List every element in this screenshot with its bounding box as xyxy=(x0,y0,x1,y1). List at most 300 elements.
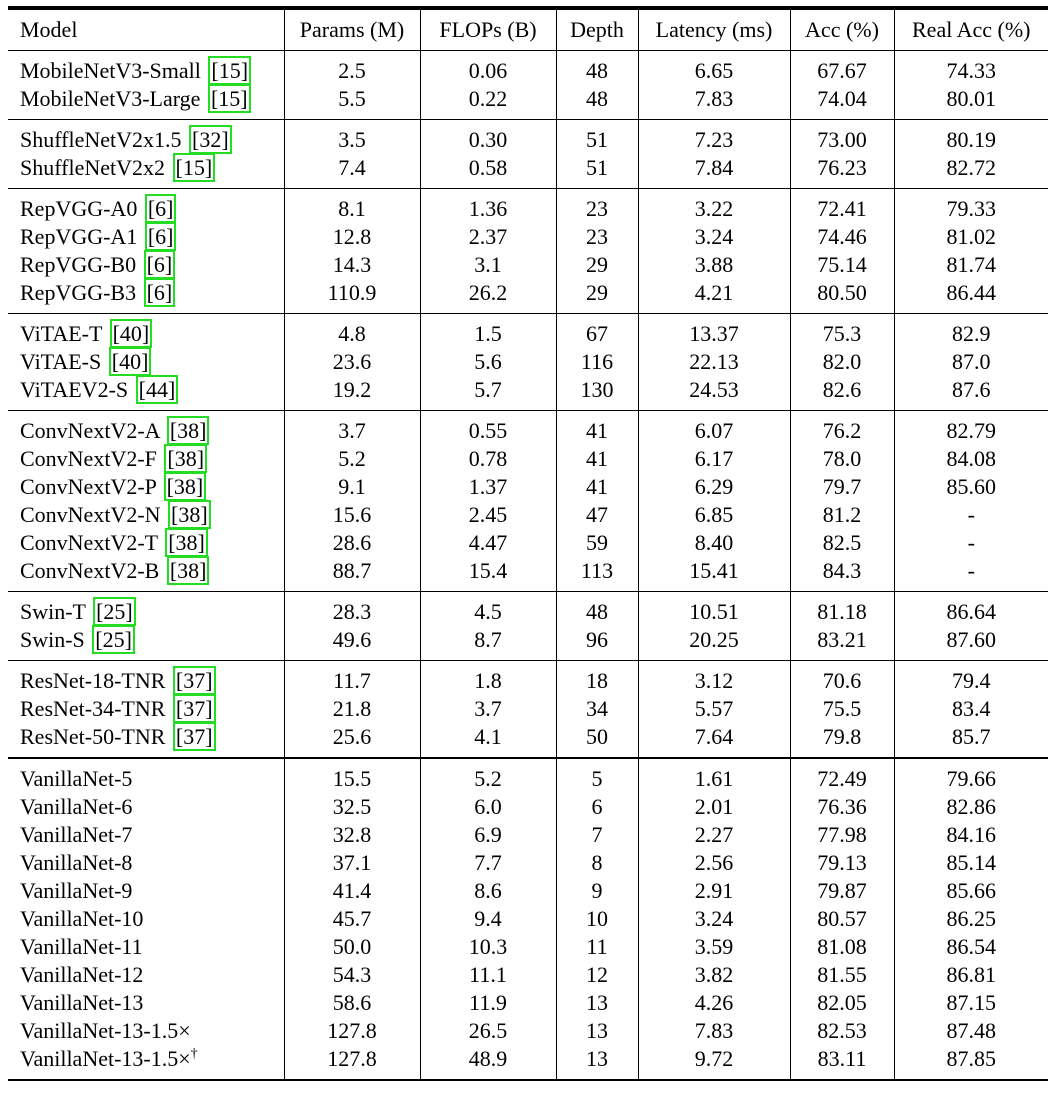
table-row xyxy=(8,758,1048,793)
model-name: ConvNextV2-N xyxy=(20,502,161,527)
table-row xyxy=(8,529,1048,557)
table-group xyxy=(8,411,1048,592)
cell-depth: 34 xyxy=(556,695,638,723)
cell-params: 5.2 xyxy=(284,445,420,473)
cell-latency: 7.83 xyxy=(638,85,790,120)
table-row xyxy=(8,85,1048,120)
table-group xyxy=(8,51,1048,120)
cell-flops: 0.58 xyxy=(420,154,556,189)
cell-acc: 74.46 xyxy=(790,223,894,251)
cell-flops: 1.36 xyxy=(420,189,556,224)
model-name: VanillaNet-8 xyxy=(20,850,133,875)
table-row xyxy=(8,348,1048,376)
cell-latency: 3.22 xyxy=(638,189,790,224)
cell-real-acc: 84.08 xyxy=(894,445,1048,473)
cell-depth: 48 xyxy=(556,592,638,627)
cell-acc: 70.6 xyxy=(790,661,894,696)
cell-real-acc: 85.14 xyxy=(894,849,1048,877)
cell-params: 15.5 xyxy=(284,758,420,793)
table-row xyxy=(8,989,1048,1017)
model-name: ConvNextV2-P xyxy=(20,474,157,499)
cell-model xyxy=(8,821,284,849)
cell-acc: 79.7 xyxy=(790,473,894,501)
cell-flops: 5.7 xyxy=(420,376,556,411)
cell-latency: 22.13 xyxy=(638,348,790,376)
cell-latency: 2.91 xyxy=(638,877,790,905)
cell-params: 88.7 xyxy=(284,557,420,592)
cell-params: 50.0 xyxy=(284,933,420,961)
cell-real-acc: 82.72 xyxy=(894,154,1048,189)
cell-params: 32.5 xyxy=(284,793,420,821)
table-row xyxy=(8,279,1048,314)
cell-acc: 67.67 xyxy=(790,51,894,86)
cell-flops: 0.78 xyxy=(420,445,556,473)
cell-depth: 23 xyxy=(556,223,638,251)
cell-depth: 113 xyxy=(556,557,638,592)
cell-latency: 24.53 xyxy=(638,376,790,411)
cell-flops: 4.5 xyxy=(420,592,556,627)
model-name: VanillaNet-7 xyxy=(20,822,133,847)
cell-depth: 13 xyxy=(556,989,638,1017)
cell-model xyxy=(8,314,284,349)
cell-flops: 1.37 xyxy=(420,473,556,501)
table-row xyxy=(8,626,1048,661)
cell-params: 9.1 xyxy=(284,473,420,501)
cell-real-acc: 86.25 xyxy=(894,905,1048,933)
cell-real-acc: 81.74 xyxy=(894,251,1048,279)
citation-link[interactable]: [25] xyxy=(92,625,135,654)
table-row xyxy=(8,501,1048,529)
cell-model xyxy=(8,445,284,473)
cell-acc: 84.3 xyxy=(790,557,894,592)
table-row xyxy=(8,120,1048,155)
cell-acc: 82.05 xyxy=(790,989,894,1017)
cell-model xyxy=(8,85,284,120)
citation-link[interactable]: [38] xyxy=(167,556,210,585)
cell-real-acc: 79.4 xyxy=(894,661,1048,696)
citation-link[interactable]: [25] xyxy=(93,597,136,626)
cell-model xyxy=(8,51,284,86)
cell-acc: 76.36 xyxy=(790,793,894,821)
cell-latency: 6.07 xyxy=(638,411,790,446)
table-row xyxy=(8,473,1048,501)
cell-model xyxy=(8,758,284,793)
table-row xyxy=(8,223,1048,251)
table-row xyxy=(8,154,1048,189)
cell-real-acc: 87.15 xyxy=(894,989,1048,1017)
cell-depth: 13 xyxy=(556,1045,638,1080)
cell-acc: 79.8 xyxy=(790,723,894,758)
cell-real-acc: 87.0 xyxy=(894,348,1048,376)
model-name: ResNet-50-TNR xyxy=(20,724,166,749)
cell-params: 45.7 xyxy=(284,905,420,933)
cell-depth: 116 xyxy=(556,348,638,376)
cell-params: 15.6 xyxy=(284,501,420,529)
cell-latency: 4.26 xyxy=(638,989,790,1017)
table-row xyxy=(8,695,1048,723)
cell-depth: 7 xyxy=(556,821,638,849)
cell-params: 28.3 xyxy=(284,592,420,627)
model-name: ResNet-34-TNR xyxy=(20,696,166,721)
cell-model xyxy=(8,1017,284,1045)
cell-params: 3.7 xyxy=(284,411,420,446)
citation-link[interactable]: [15] xyxy=(208,84,251,113)
cell-acc: 74.04 xyxy=(790,85,894,120)
cell-latency: 10.51 xyxy=(638,592,790,627)
cell-real-acc: 79.33 xyxy=(894,189,1048,224)
header-params: Params (M) xyxy=(284,8,420,51)
cell-real-acc: 86.44 xyxy=(894,279,1048,314)
model-name: VanillaNet-13 xyxy=(20,990,144,1015)
cell-flops: 6.0 xyxy=(420,793,556,821)
cell-params: 3.5 xyxy=(284,120,420,155)
cell-real-acc: 81.02 xyxy=(894,223,1048,251)
citation-link[interactable]: [38] xyxy=(168,500,211,529)
model-name: RepVGG-A1 xyxy=(20,224,138,249)
cell-flops: 3.1 xyxy=(420,251,556,279)
cell-params: 37.1 xyxy=(284,849,420,877)
cell-latency: 7.83 xyxy=(638,1017,790,1045)
citation-link[interactable]: [40] xyxy=(109,347,152,376)
cell-model xyxy=(8,251,284,279)
table-row xyxy=(8,314,1048,349)
cell-latency: 7.64 xyxy=(638,723,790,758)
cell-latency: 3.88 xyxy=(638,251,790,279)
cell-model xyxy=(8,793,284,821)
cell-params: 7.4 xyxy=(284,154,420,189)
table-row xyxy=(8,1017,1048,1045)
cell-real-acc: 85.66 xyxy=(894,877,1048,905)
model-name: ShuffleNetV2x1.5 xyxy=(20,127,182,152)
cell-flops: 1.5 xyxy=(420,314,556,349)
citation-link[interactable]: [38] xyxy=(164,472,207,501)
header-model: Model xyxy=(8,8,284,51)
table-group xyxy=(8,661,1048,759)
table-group xyxy=(8,592,1048,661)
citation-link[interactable]: [40] xyxy=(110,319,153,348)
cell-params: 127.8 xyxy=(284,1017,420,1045)
citation-link[interactable]: [15] xyxy=(173,153,216,182)
cell-depth: 10 xyxy=(556,905,638,933)
dagger-mark: † xyxy=(190,1046,198,1062)
cell-params: 4.8 xyxy=(284,314,420,349)
cell-flops: 26.5 xyxy=(420,1017,556,1045)
cell-params: 25.6 xyxy=(284,723,420,758)
cell-model xyxy=(8,849,284,877)
header-real-acc: Real Acc (%) xyxy=(894,8,1048,51)
cell-real-acc: - xyxy=(894,529,1048,557)
cell-params: 58.6 xyxy=(284,989,420,1017)
cell-real-acc: 85.60 xyxy=(894,473,1048,501)
model-name: Swin-T xyxy=(20,599,86,624)
cell-acc: 81.18 xyxy=(790,592,894,627)
cell-acc: 72.41 xyxy=(790,189,894,224)
table-row xyxy=(8,189,1048,224)
cell-depth: 51 xyxy=(556,154,638,189)
cell-latency: 3.12 xyxy=(638,661,790,696)
cell-acc: 82.5 xyxy=(790,529,894,557)
header-depth: Depth xyxy=(556,8,638,51)
table-group xyxy=(8,120,1048,189)
cell-real-acc: 87.85 xyxy=(894,1045,1048,1080)
cell-acc: 75.14 xyxy=(790,251,894,279)
table-row xyxy=(8,821,1048,849)
table-group xyxy=(8,758,1048,1080)
cell-latency: 6.17 xyxy=(638,445,790,473)
cell-acc: 80.50 xyxy=(790,279,894,314)
citation-link[interactable]: [6] xyxy=(145,222,177,251)
cell-depth: 59 xyxy=(556,529,638,557)
cell-params: 32.8 xyxy=(284,821,420,849)
table-group xyxy=(8,314,1048,411)
cell-depth: 96 xyxy=(556,626,638,661)
cell-params: 41.4 xyxy=(284,877,420,905)
cell-acc: 83.11 xyxy=(790,1045,894,1080)
citation-link[interactable]: [44] xyxy=(136,375,179,404)
cell-depth: 11 xyxy=(556,933,638,961)
citation-link[interactable]: [38] xyxy=(167,416,210,445)
model-name: ShuffleNetV2x2 xyxy=(20,155,166,180)
cell-real-acc: 74.33 xyxy=(894,51,1048,86)
header-row xyxy=(8,8,1048,51)
cell-model xyxy=(8,723,284,758)
cell-params: 14.3 xyxy=(284,251,420,279)
cell-acc: 81.2 xyxy=(790,501,894,529)
cell-latency: 1.61 xyxy=(638,758,790,793)
cell-params: 127.8 xyxy=(284,1045,420,1080)
cell-depth: 130 xyxy=(556,376,638,411)
cell-flops: 11.1 xyxy=(420,961,556,989)
model-name: RepVGG-B0 xyxy=(20,252,137,277)
cell-depth: 5 xyxy=(556,758,638,793)
cell-model xyxy=(8,529,284,557)
table-row xyxy=(8,933,1048,961)
cell-model xyxy=(8,473,284,501)
cell-depth: 48 xyxy=(556,51,638,86)
citation-link[interactable]: [37] xyxy=(173,722,216,751)
cell-latency: 2.56 xyxy=(638,849,790,877)
model-name: VanillaNet-9 xyxy=(20,878,133,903)
cell-latency: 6.65 xyxy=(638,51,790,86)
cell-acc: 83.21 xyxy=(790,626,894,661)
citation-link[interactable]: [15] xyxy=(208,56,251,85)
cell-acc: 78.0 xyxy=(790,445,894,473)
cell-real-acc: 82.9 xyxy=(894,314,1048,349)
cell-model xyxy=(8,695,284,723)
cell-depth: 9 xyxy=(556,877,638,905)
citation-link[interactable]: [6] xyxy=(145,194,177,223)
cell-acc: 82.0 xyxy=(790,348,894,376)
cell-real-acc: 80.01 xyxy=(894,85,1048,120)
cell-model xyxy=(8,592,284,627)
cell-acc: 79.13 xyxy=(790,849,894,877)
cell-params: 110.9 xyxy=(284,279,420,314)
cell-model xyxy=(8,411,284,446)
model-name: RepVGG-A0 xyxy=(20,196,138,221)
cell-model xyxy=(8,905,284,933)
cell-model xyxy=(8,961,284,989)
cell-model xyxy=(8,120,284,155)
table-header xyxy=(8,8,1048,51)
model-name: MobileNetV3-Small xyxy=(20,58,201,83)
cell-latency: 15.41 xyxy=(638,557,790,592)
cell-real-acc: 79.66 xyxy=(894,758,1048,793)
cell-real-acc: 85.7 xyxy=(894,723,1048,758)
cell-flops: 11.9 xyxy=(420,989,556,1017)
cell-flops: 15.4 xyxy=(420,557,556,592)
cell-params: 19.2 xyxy=(284,376,420,411)
model-name: ConvNextV2-T xyxy=(20,530,158,555)
model-name: ConvNextV2-B xyxy=(20,558,160,583)
cell-real-acc: 87.6 xyxy=(894,376,1048,411)
cell-model xyxy=(8,557,284,592)
cell-flops: 6.9 xyxy=(420,821,556,849)
citation-link[interactable]: [6] xyxy=(144,278,176,307)
cell-latency: 5.57 xyxy=(638,695,790,723)
cell-flops: 5.6 xyxy=(420,348,556,376)
cell-params: 28.6 xyxy=(284,529,420,557)
cell-latency: 6.85 xyxy=(638,501,790,529)
cell-depth: 6 xyxy=(556,793,638,821)
table-row xyxy=(8,849,1048,877)
cell-params: 21.8 xyxy=(284,695,420,723)
cell-latency: 6.29 xyxy=(638,473,790,501)
cell-flops: 2.37 xyxy=(420,223,556,251)
cell-depth: 50 xyxy=(556,723,638,758)
header-latency: Latency (ms) xyxy=(638,8,790,51)
model-name: VanillaNet-13-1.5× xyxy=(20,1046,191,1071)
cell-acc: 75.3 xyxy=(790,314,894,349)
model-name: VanillaNet-12 xyxy=(20,962,144,987)
cell-latency: 3.82 xyxy=(638,961,790,989)
model-name: VanillaNet-11 xyxy=(20,934,143,959)
cell-model xyxy=(8,1045,284,1080)
cell-acc: 75.5 xyxy=(790,695,894,723)
model-name: MobileNetV3-Large xyxy=(20,86,201,111)
cell-real-acc: 82.79 xyxy=(894,411,1048,446)
cell-real-acc: 83.4 xyxy=(894,695,1048,723)
citation-link[interactable]: [38] xyxy=(165,528,208,557)
cell-real-acc: 86.64 xyxy=(894,592,1048,627)
cell-acc: 81.08 xyxy=(790,933,894,961)
table-row xyxy=(8,251,1048,279)
model-name: ConvNextV2-A xyxy=(20,418,160,443)
cell-latency: 3.24 xyxy=(638,223,790,251)
cell-model xyxy=(8,189,284,224)
table-row xyxy=(8,723,1048,758)
model-name: RepVGG-B3 xyxy=(20,280,137,305)
cell-depth: 47 xyxy=(556,501,638,529)
cell-real-acc: 84.16 xyxy=(894,821,1048,849)
cell-model xyxy=(8,376,284,411)
cell-real-acc: - xyxy=(894,557,1048,592)
cell-acc: 77.98 xyxy=(790,821,894,849)
cell-params: 8.1 xyxy=(284,189,420,224)
cell-acc: 76.23 xyxy=(790,154,894,189)
table-row xyxy=(8,961,1048,989)
cell-params: 49.6 xyxy=(284,626,420,661)
results-table xyxy=(8,6,1048,1081)
cell-flops: 0.30 xyxy=(420,120,556,155)
cell-acc: 80.57 xyxy=(790,905,894,933)
cell-depth: 41 xyxy=(556,411,638,446)
cell-acc: 73.00 xyxy=(790,120,894,155)
cell-depth: 29 xyxy=(556,251,638,279)
cell-flops: 4.47 xyxy=(420,529,556,557)
table-row xyxy=(8,793,1048,821)
cell-params: 54.3 xyxy=(284,961,420,989)
cell-flops: 8.7 xyxy=(420,626,556,661)
citation-link[interactable]: [37] xyxy=(173,694,216,723)
table-row xyxy=(8,877,1048,905)
cell-flops: 0.22 xyxy=(420,85,556,120)
cell-depth: 41 xyxy=(556,473,638,501)
table-row xyxy=(8,445,1048,473)
cell-depth: 8 xyxy=(556,849,638,877)
cell-latency: 7.84 xyxy=(638,154,790,189)
cell-flops: 5.2 xyxy=(420,758,556,793)
results-table-container xyxy=(8,6,1048,1081)
header-flops: FLOPs (B) xyxy=(420,8,556,51)
cell-params: 23.6 xyxy=(284,348,420,376)
cell-flops: 26.2 xyxy=(420,279,556,314)
citation-link[interactable]: [38] xyxy=(164,444,207,473)
cell-model xyxy=(8,661,284,696)
cell-acc: 76.2 xyxy=(790,411,894,446)
model-name: ViTAEV2-S xyxy=(20,377,129,402)
cell-depth: 67 xyxy=(556,314,638,349)
table-row xyxy=(8,51,1048,86)
table-row xyxy=(8,661,1048,696)
model-name: VanillaNet-10 xyxy=(20,906,144,931)
cell-model xyxy=(8,501,284,529)
model-name: ConvNextV2-F xyxy=(20,446,157,471)
cell-flops: 1.8 xyxy=(420,661,556,696)
cell-model xyxy=(8,933,284,961)
cell-depth: 51 xyxy=(556,120,638,155)
cell-depth: 18 xyxy=(556,661,638,696)
cell-model xyxy=(8,626,284,661)
cell-acc: 79.87 xyxy=(790,877,894,905)
citation-link[interactable]: [32] xyxy=(189,125,232,154)
cell-model xyxy=(8,348,284,376)
model-name: ViTAE-T xyxy=(20,321,103,346)
model-name: ResNet-18-TNR xyxy=(20,668,166,693)
model-name: Swin-S xyxy=(20,627,85,652)
cell-depth: 13 xyxy=(556,1017,638,1045)
table-row xyxy=(8,411,1048,446)
cell-real-acc: 82.86 xyxy=(894,793,1048,821)
table-row xyxy=(8,905,1048,933)
cell-acc: 81.55 xyxy=(790,961,894,989)
cell-real-acc: 80.19 xyxy=(894,120,1048,155)
table-row xyxy=(8,376,1048,411)
cell-params: 11.7 xyxy=(284,661,420,696)
table-row xyxy=(8,1045,1048,1080)
cell-acc: 82.6 xyxy=(790,376,894,411)
cell-latency: 7.23 xyxy=(638,120,790,155)
citation-link[interactable]: [6] xyxy=(144,250,176,279)
cell-real-acc: 87.48 xyxy=(894,1017,1048,1045)
model-name: VanillaNet-6 xyxy=(20,794,133,819)
cell-latency: 2.27 xyxy=(638,821,790,849)
cell-flops: 0.06 xyxy=(420,51,556,86)
cell-flops: 4.1 xyxy=(420,723,556,758)
cell-model xyxy=(8,223,284,251)
cell-flops: 2.45 xyxy=(420,501,556,529)
citation-link[interactable]: [37] xyxy=(173,666,216,695)
cell-flops: 0.55 xyxy=(420,411,556,446)
